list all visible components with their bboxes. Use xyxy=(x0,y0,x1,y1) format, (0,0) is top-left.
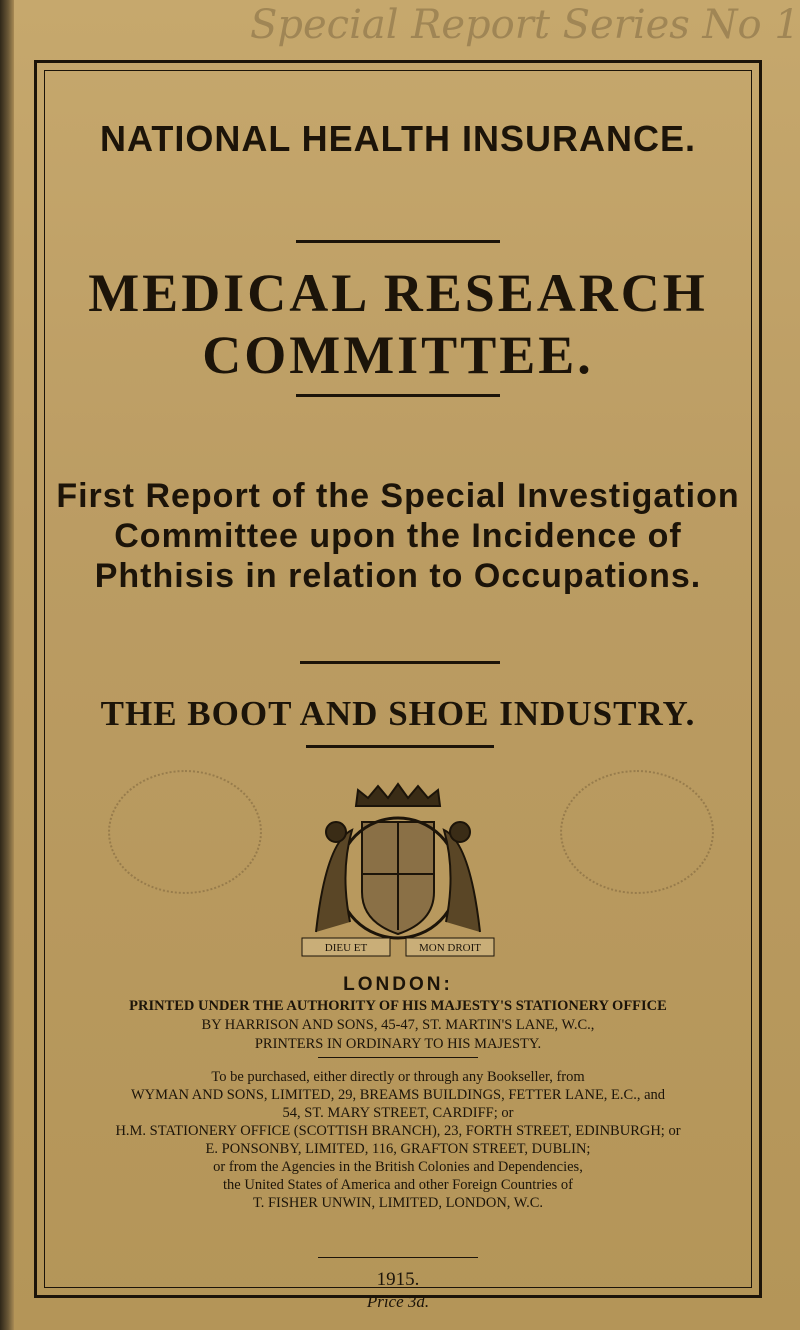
report-title xyxy=(44,476,752,596)
report-line-1: First Report of the Special Investigation xyxy=(56,477,740,515)
faint-stamp-right xyxy=(560,770,714,894)
divider-rule xyxy=(300,661,500,664)
imprint-place: LONDON: xyxy=(343,974,453,995)
imprint-printer: BY HARRISON AND SONS, 45-47, ST. MARTIN'S LANE, W.C., xyxy=(201,1017,595,1033)
publication-year: 1915. xyxy=(376,1269,420,1290)
royal-arms-icon xyxy=(296,782,500,970)
purchase-line: WYMAN AND SONS, LIMITED, 29, BREAMS BUILDINGS, FETTER LANE, E.C., and xyxy=(130,1087,666,1103)
purchase-line: E. PONSONBY, LIMITED, 116, GRAFTON STREET, DUBLIN; xyxy=(205,1141,591,1157)
faint-stamp-left xyxy=(108,770,262,894)
purchase-line: H.M. STATIONERY OFFICE (SCOTTISH BRANCH), 23, FORTH STREET, EDINBURGH; or xyxy=(115,1123,681,1139)
binding-spine xyxy=(0,0,14,1330)
series-title: NATIONAL HEALTH INSURANCE. xyxy=(100,118,696,159)
purchase-notice xyxy=(44,1068,752,1212)
divider-rule xyxy=(296,394,500,397)
imprint-authority: PRINTED UNDER THE AUTHORITY OF HIS MAJESTY'S STATIONERY OFFICE xyxy=(129,998,667,1014)
purchase-line: To be purchased, either directly or through any Bookseller, from xyxy=(211,1069,585,1085)
purchase-line: the United States of America and other Foreign Countries of xyxy=(223,1177,573,1193)
purchase-line: 54, ST. MARY STREET, CARDIFF; or xyxy=(282,1105,514,1121)
report-line-3: Phthisis in relation to Occupations. xyxy=(94,557,702,595)
purchase-line: or from the Agencies in the British Colonies and Dependencies, xyxy=(213,1159,583,1175)
report-line-2: Committee upon the Incidence of xyxy=(114,517,682,555)
imprint-printers-to: PRINTERS IN ORDINARY TO HIS MAJESTY. xyxy=(254,1036,542,1052)
divider-rule xyxy=(306,745,494,748)
committee-title xyxy=(44,262,752,386)
industry-title: THE BOOT AND SHOE INDUSTRY. xyxy=(100,694,696,733)
purchase-line: T. FISHER UNWIN, LIMITED, LONDON, W.C. xyxy=(252,1195,544,1211)
motto-left: DIEU ET xyxy=(324,942,368,954)
committee-line-2: COMMITTEE. xyxy=(202,325,594,385)
price: Price 3d. xyxy=(366,1292,430,1311)
divider-rule xyxy=(296,240,500,243)
committee-line-1: MEDICAL RESEARCH xyxy=(88,263,708,323)
divider-rule xyxy=(318,1057,478,1058)
handwritten-note: Special Report Series No 1 xyxy=(250,2,800,48)
motto-right: MON DROIT xyxy=(418,942,482,954)
divider-rule xyxy=(318,1257,478,1258)
